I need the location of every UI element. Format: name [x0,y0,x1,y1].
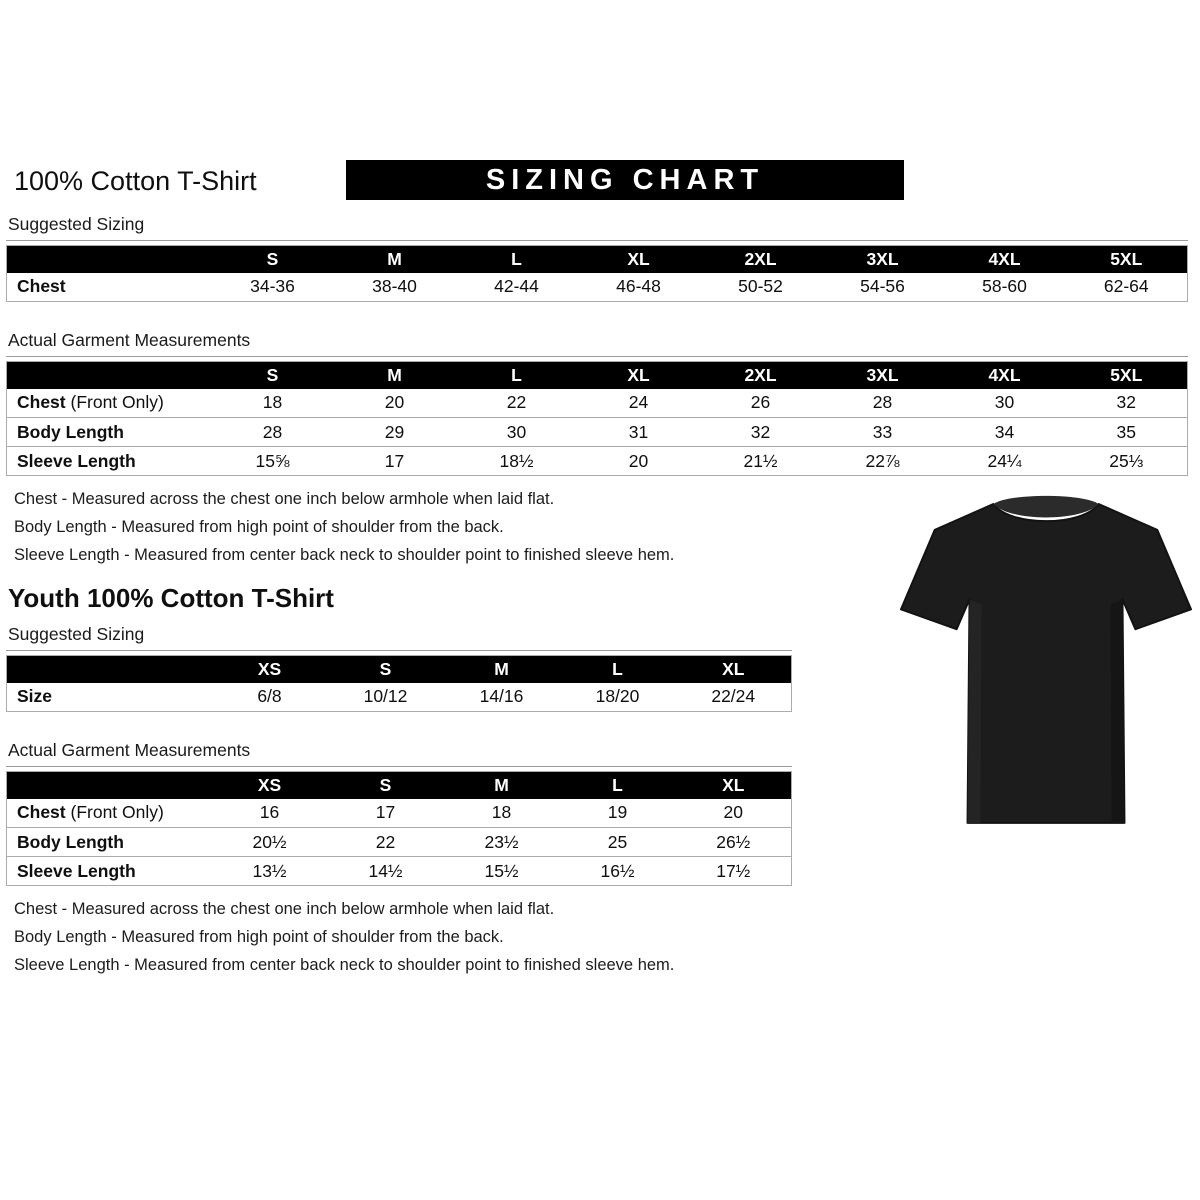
row-label-sleeve-length: Sleeve Length [7,857,212,886]
size-value-cell: 19 [560,799,676,828]
table-row [7,418,1188,447]
size-value-cell: 24 [578,389,700,418]
size-value-cell: 18½ [456,447,578,476]
size-value-cell: 21½ [700,447,822,476]
table-row [7,857,792,886]
size-value-cell: 17½ [676,857,792,886]
table-header-row [7,656,792,683]
size-column-header: S [328,656,444,683]
size-column-header: M [334,362,456,389]
size-column-header: XL [578,362,700,389]
note-chest: Chest - Measured across the chest one inch below armhole when laid flat. [14,490,555,508]
note-body-length: Body Length - Measured from high point of shoulder from the back. [14,928,504,946]
youth-section-title: Youth 100% Cotton T-Shirt [8,583,334,613]
size-value-cell: 28 [212,418,334,447]
size-value-cell: 32 [700,418,822,447]
size-column-header: XS [212,772,328,799]
size-column-header: M [444,656,560,683]
size-column-header: L [456,362,578,389]
note-body-length: Body Length - Measured from high point of shoulder from the back. [14,518,504,536]
size-column-header: XL [578,246,700,273]
size-column-header: L [560,772,676,799]
size-value-cell: 20 [334,389,456,418]
row-label-chest: Chest (Front Only) [7,799,212,828]
size-value-cell: 22⅞ [822,447,944,476]
table-header-row [7,772,792,799]
size-value-cell: 32 [1066,389,1188,418]
size-value-cell: 29 [334,418,456,447]
size-value-cell: 38-40 [334,273,456,302]
row-label-chest: Chest [7,273,212,302]
header-blank-cell [7,362,212,389]
size-value-cell: 46-48 [578,273,700,302]
size-value-cell: 31 [578,418,700,447]
size-value-cell: 15½ [444,857,560,886]
size-column-header: M [334,246,456,273]
size-value-cell: 14½ [328,857,444,886]
size-column-header: 3XL [822,362,944,389]
youth-measurement-notes [6,900,1194,975]
size-value-cell: 22 [328,828,444,857]
size-column-header: XL [676,772,792,799]
size-column-header: S [212,246,334,273]
size-value-cell: 16 [212,799,328,828]
size-value-cell: 58-60 [944,273,1066,302]
size-value-cell: 18/20 [560,683,676,712]
table-row [7,447,1188,476]
note-chest: Chest - Measured across the chest one inch below armhole when laid flat. [14,900,555,918]
size-value-cell: 26 [700,389,822,418]
section-label-actual-garment: Actual Garment Measurements [6,328,1188,357]
size-column-header: M [444,772,560,799]
table-row [7,828,792,857]
size-value-cell: 18 [444,799,560,828]
size-column-header: L [456,246,578,273]
size-value-cell: 20 [578,447,700,476]
adult-suggested-sizing-table [6,245,1188,302]
sizing-chart-banner: SIZING CHART [346,160,904,200]
youth-actual-measurements-table [6,771,792,886]
size-column-header: 5XL [1066,362,1188,389]
header-row [6,160,1194,208]
table-row [7,273,1188,302]
size-value-cell: 33 [822,418,944,447]
size-value-cell: 24¼ [944,447,1066,476]
size-value-cell: 22/24 [676,683,792,712]
table-row [7,799,792,828]
table-header-row [7,362,1188,389]
tshirt-product-image [897,478,1195,840]
note-sleeve-length: Sleeve Length - Measured from center back neck to shoulder point to finished sleeve hem. [14,546,675,564]
section-label-actual-garment: Actual Garment Measurements [6,738,792,767]
size-value-cell: 34 [944,418,1066,447]
size-column-header: XL [676,656,792,683]
size-value-cell: 23½ [444,828,560,857]
size-value-cell: 25⅓ [1066,447,1188,476]
row-label-body-length: Body Length [7,828,212,857]
page-title: 100% Cotton T-Shirt [14,166,257,196]
size-column-header: S [328,772,444,799]
youth-suggested-sizing-table [6,655,792,712]
size-column-header: 4XL [944,246,1066,273]
header-blank-cell [7,656,212,683]
size-column-header: 2XL [700,362,822,389]
size-value-cell: 22 [456,389,578,418]
adult-actual-measurements-table [6,361,1188,476]
header-blank-cell [7,772,212,799]
size-value-cell: 35 [1066,418,1188,447]
size-value-cell: 30 [944,389,1066,418]
size-value-cell: 20 [676,799,792,828]
black-tshirt-icon [897,478,1195,840]
size-column-header: XS [212,656,328,683]
size-value-cell: 20½ [212,828,328,857]
size-column-header: L [560,656,676,683]
size-value-cell: 14/16 [444,683,560,712]
size-column-header: 3XL [822,246,944,273]
size-value-cell: 34-36 [212,273,334,302]
size-value-cell: 17 [334,447,456,476]
size-value-cell: 42-44 [456,273,578,302]
size-value-cell: 18 [212,389,334,418]
row-label-chest: Chest (Front Only) [7,389,212,418]
size-value-cell: 28 [822,389,944,418]
size-value-cell: 62-64 [1066,273,1188,302]
size-column-header: S [212,362,334,389]
note-sleeve-length: Sleeve Length - Measured from center back neck to shoulder point to finished sleeve hem. [14,956,675,974]
size-column-header: 2XL [700,246,822,273]
size-value-cell: 25 [560,828,676,857]
row-label-body-length: Body Length [7,418,212,447]
size-column-header: 4XL [944,362,1066,389]
size-value-cell: 54-56 [822,273,944,302]
table-header-row [7,246,1188,273]
table-row [7,389,1188,418]
section-label-suggested-sizing: Suggested Sizing [6,212,1188,241]
size-column-header: 5XL [1066,246,1188,273]
size-value-cell: 6/8 [212,683,328,712]
size-value-cell: 30 [456,418,578,447]
size-value-cell: 26½ [676,828,792,857]
row-label-sleeve-length: Sleeve Length [7,447,212,476]
size-value-cell: 15⅝ [212,447,334,476]
table-row [7,683,792,712]
size-value-cell: 50-52 [700,273,822,302]
row-label-size: Size [7,683,212,712]
size-value-cell: 13½ [212,857,328,886]
size-value-cell: 17 [328,799,444,828]
size-value-cell: 16½ [560,857,676,886]
header-blank-cell [7,246,212,273]
size-value-cell: 10/12 [328,683,444,712]
section-label-suggested-sizing: Suggested Sizing [6,622,792,651]
